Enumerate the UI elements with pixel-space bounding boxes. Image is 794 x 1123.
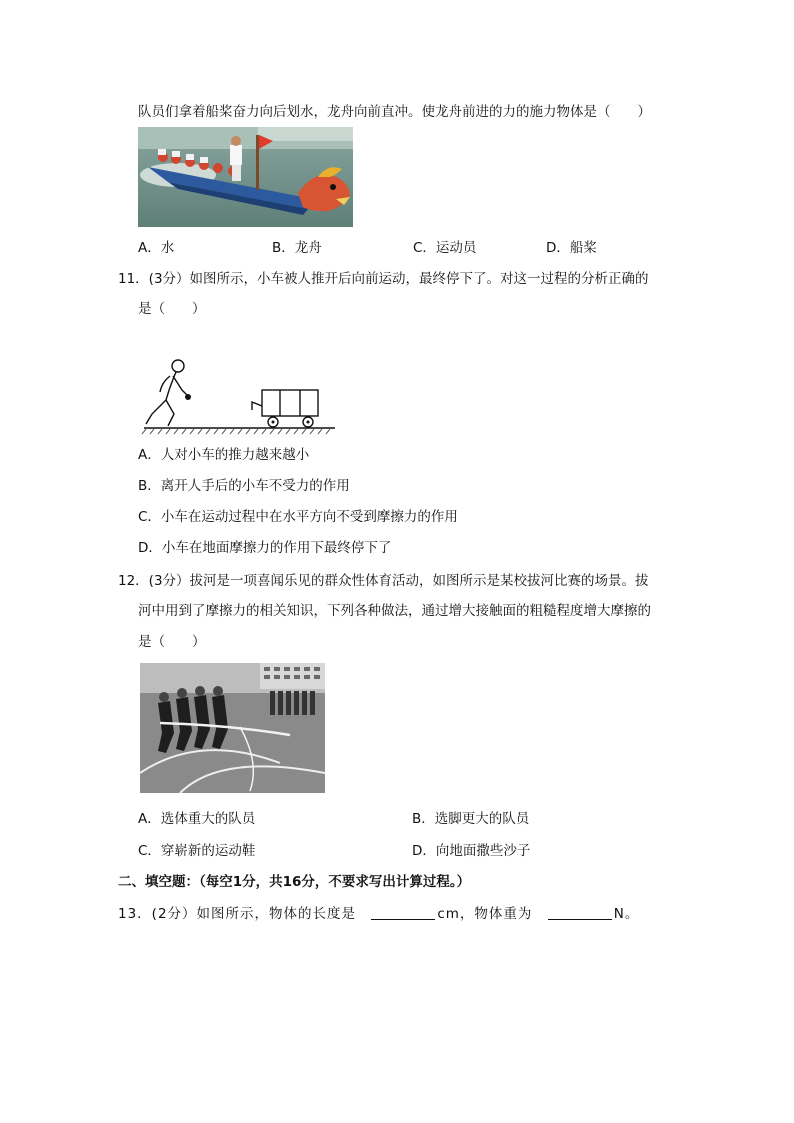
q12-option-b: B．选脚更大的队员 (412, 811, 530, 827)
q11-option-c: C．小车在运动过程中在水平方向不受到摩擦力的作用 (138, 509, 458, 525)
q10-option-c: C．运动员 (413, 240, 477, 256)
q10-stem: 队员们拿着船桨奋力向后划水，龙舟向前直冲。使龙舟前进的力的施力物体是（ ） (138, 104, 651, 120)
q13-unit2: N。 (613, 906, 640, 922)
q12-stem-line3: 是（ ） (138, 634, 206, 650)
dragon-boat-photo (138, 127, 353, 227)
q12-option-d: D．向地面撒些沙子 (412, 843, 531, 859)
q11-stem-line2: 是（ ） (138, 301, 206, 317)
tug-of-war-photo (140, 663, 325, 793)
q11-option-a: A．人对小车的推力越来越小 (138, 447, 310, 463)
q13-prefix: 13．(2分）如图所示，物体的长度是 (118, 906, 357, 922)
q12-option-a: A．选体重大的队员 (138, 811, 256, 827)
q10-option-a: A．水 (138, 240, 175, 256)
section-title-fill-in: 二、填空题：（每空1分，共16分，不要求写出计算过程。） (118, 874, 471, 890)
q13-stem (118, 905, 639, 923)
cart-push-figure (140, 356, 340, 436)
q11-option-b: B．离开人手后的小车不受力的作用 (138, 478, 350, 494)
q11-stem-line1: 11．(3分）如图所示，小车被人推开后向前运动，最终停下了。对这一过程的分析正确的 (118, 271, 649, 287)
q12-stem-line1: 12．(3分）拔河是一项喜闻乐见的群众性体育活动，如图所示是某校拔河比赛的场景。拔 (118, 573, 649, 589)
q12-option-c: C．穿崭新的运动鞋 (138, 843, 256, 859)
q13-blank-length[interactable] (371, 905, 435, 920)
q11-option-d: D．小车在地面摩擦力的作用下最终停下了 (138, 540, 392, 556)
q13-blank-weight[interactable] (548, 905, 612, 920)
q10-option-d: D．船桨 (546, 240, 597, 256)
q13-unit1: cm，物体重为 (437, 906, 533, 922)
q10-option-b: B．龙舟 (272, 240, 322, 256)
q12-stem-line2: 河中用到了摩擦力的相关知识，下列各种做法，通过增大接触面的粗糙程度增大摩擦的 (138, 603, 651, 619)
